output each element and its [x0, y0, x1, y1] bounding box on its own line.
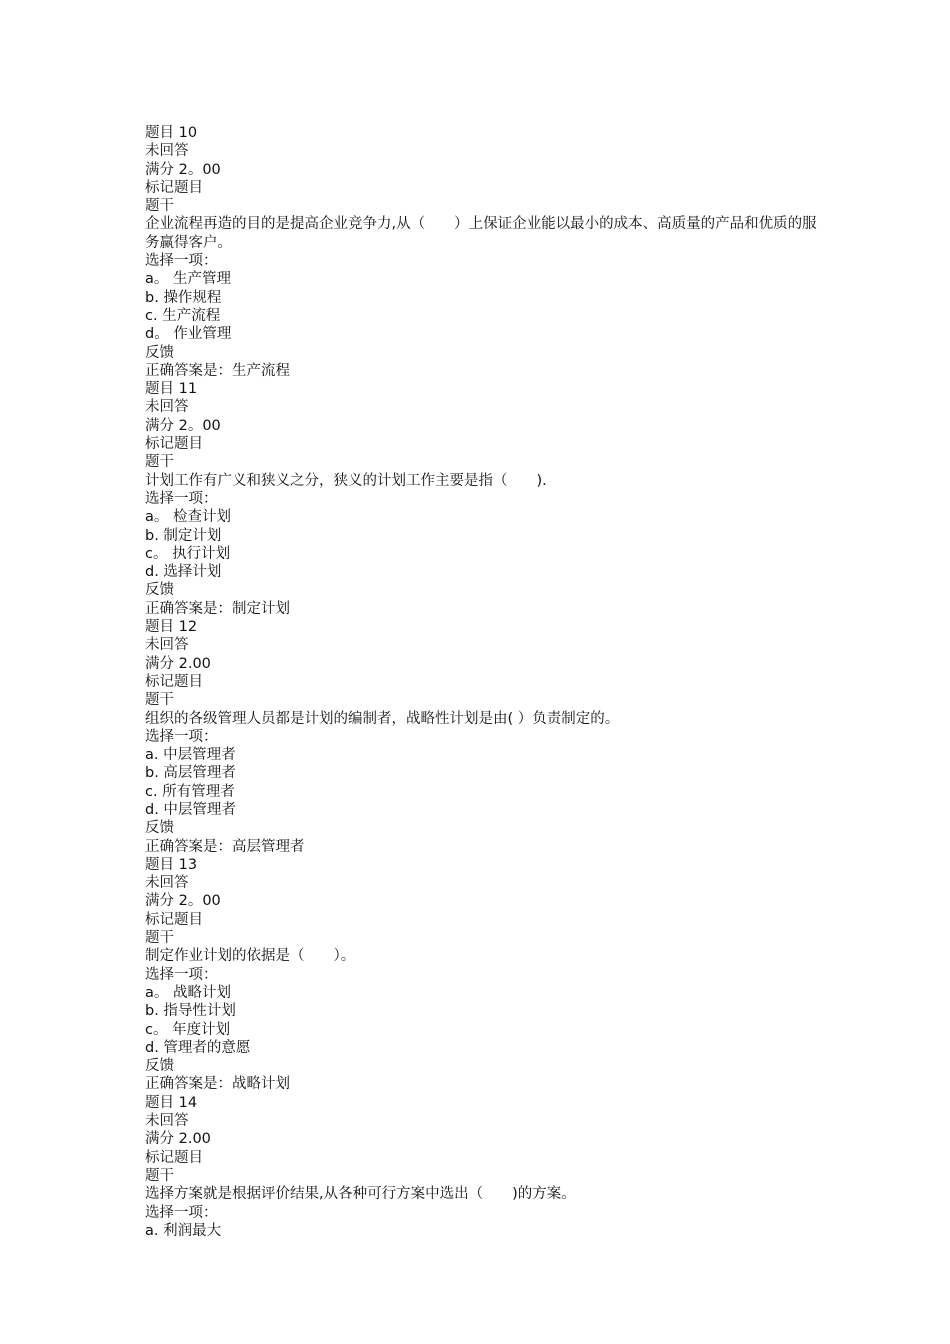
question-stem: 选择方案就是根据评价结果,从各种可行方案中选出（ )的方案。	[145, 1186, 576, 1203]
flag-question-link[interactable]: 标记题目	[145, 673, 203, 690]
question-block-14	[145, 1094, 825, 1240]
option-a[interactable]: a。 战略计划	[145, 984, 231, 1001]
question-score: 满分 2.00	[145, 1131, 211, 1148]
flag-question-link[interactable]: 标记题目	[145, 1149, 203, 1166]
question-stem: 计划工作有广义和狭义之分，狭义的计划工作主要是指（ ).	[145, 472, 547, 489]
option-b[interactable]: b. 制定计划	[145, 527, 222, 544]
question-block-11	[145, 380, 825, 618]
question-title: 题目 11	[145, 381, 198, 398]
option-a[interactable]: a。 生产管理	[145, 271, 231, 288]
question-title: 题目 14	[145, 1094, 198, 1111]
feedback-label: 反馈	[145, 344, 174, 361]
stem-label: 题干	[145, 1167, 174, 1184]
question-score: 满分 2。00	[145, 161, 221, 178]
question-block-13	[145, 856, 825, 1094]
option-a[interactable]: a。 检查计划	[145, 509, 231, 526]
option-d[interactable]: d。 作业管理	[145, 326, 232, 343]
question-status: 未回答	[145, 1113, 189, 1130]
choose-one-label: 选择一项：	[145, 966, 218, 983]
option-b[interactable]: b. 指导性计划	[145, 1003, 236, 1020]
stem-label: 题干	[145, 454, 174, 471]
question-score: 满分 2.00	[145, 655, 211, 672]
stem-label: 题干	[145, 198, 174, 215]
feedback-label: 反馈	[145, 1058, 174, 1075]
stem-label: 题干	[145, 692, 174, 709]
choose-one-label: 选择一项：	[145, 253, 218, 270]
choose-one-label: 选择一项：	[145, 490, 218, 507]
option-a[interactable]: a. 中层管理者	[145, 747, 236, 764]
flag-question-link[interactable]: 标记题目	[145, 436, 203, 453]
choose-one-label: 选择一项：	[145, 728, 218, 745]
option-d[interactable]: d. 选择计划	[145, 564, 222, 581]
flag-question-link[interactable]: 标记题目	[145, 911, 203, 928]
question-stem: 组织的各级管理人员都是计划的编制者，战略性计划是由( ）负责制定的。	[145, 710, 620, 727]
question-score: 满分 2。00	[145, 893, 221, 910]
correct-answer: 正确答案是：战略计划	[145, 1076, 290, 1093]
question-stem: 企业流程再造的目的是提高企业竞争力,从（ ）上保证企业能以最小的成本、高质量的产品和优质的服务赢得客户。	[145, 216, 817, 251]
option-c[interactable]: c。 执行计划	[145, 545, 231, 562]
question-status: 未回答	[145, 637, 189, 654]
option-d[interactable]: d. 管理者的意愿	[145, 1039, 251, 1056]
question-status: 未回答	[145, 399, 189, 416]
correct-answer: 正确答案是：制定计划	[145, 600, 290, 617]
quiz-document	[145, 124, 825, 1240]
choose-one-label: 选择一项：	[145, 1204, 218, 1221]
correct-answer: 正确答案是：生产流程	[145, 362, 290, 379]
option-d[interactable]: d. 中层管理者	[145, 801, 236, 818]
question-block-12	[145, 618, 825, 856]
feedback-label: 反馈	[145, 582, 174, 599]
question-score: 满分 2。00	[145, 417, 221, 434]
question-stem: 制定作业计划的依据是（ ）。	[145, 948, 356, 965]
feedback-label: 反馈	[145, 820, 174, 837]
correct-answer: 正确答案是：高层管理者	[145, 838, 305, 855]
stem-label: 题干	[145, 930, 174, 947]
question-title: 题目 12	[145, 619, 198, 636]
question-block-10	[145, 124, 825, 380]
question-status: 未回答	[145, 143, 189, 160]
question-title: 题目 13	[145, 856, 198, 873]
option-c[interactable]: c. 所有管理者	[145, 783, 235, 800]
option-c[interactable]: c. 生产流程	[145, 307, 221, 324]
option-a[interactable]: a. 利润最大	[145, 1222, 222, 1239]
option-b[interactable]: b. 高层管理者	[145, 765, 236, 782]
question-status: 未回答	[145, 875, 189, 892]
question-title: 题目 10	[145, 125, 198, 141]
flag-question-link[interactable]: 标记题目	[145, 179, 203, 196]
option-b[interactable]: b. 操作规程	[145, 289, 222, 306]
option-c[interactable]: c。 年度计划	[145, 1021, 231, 1038]
